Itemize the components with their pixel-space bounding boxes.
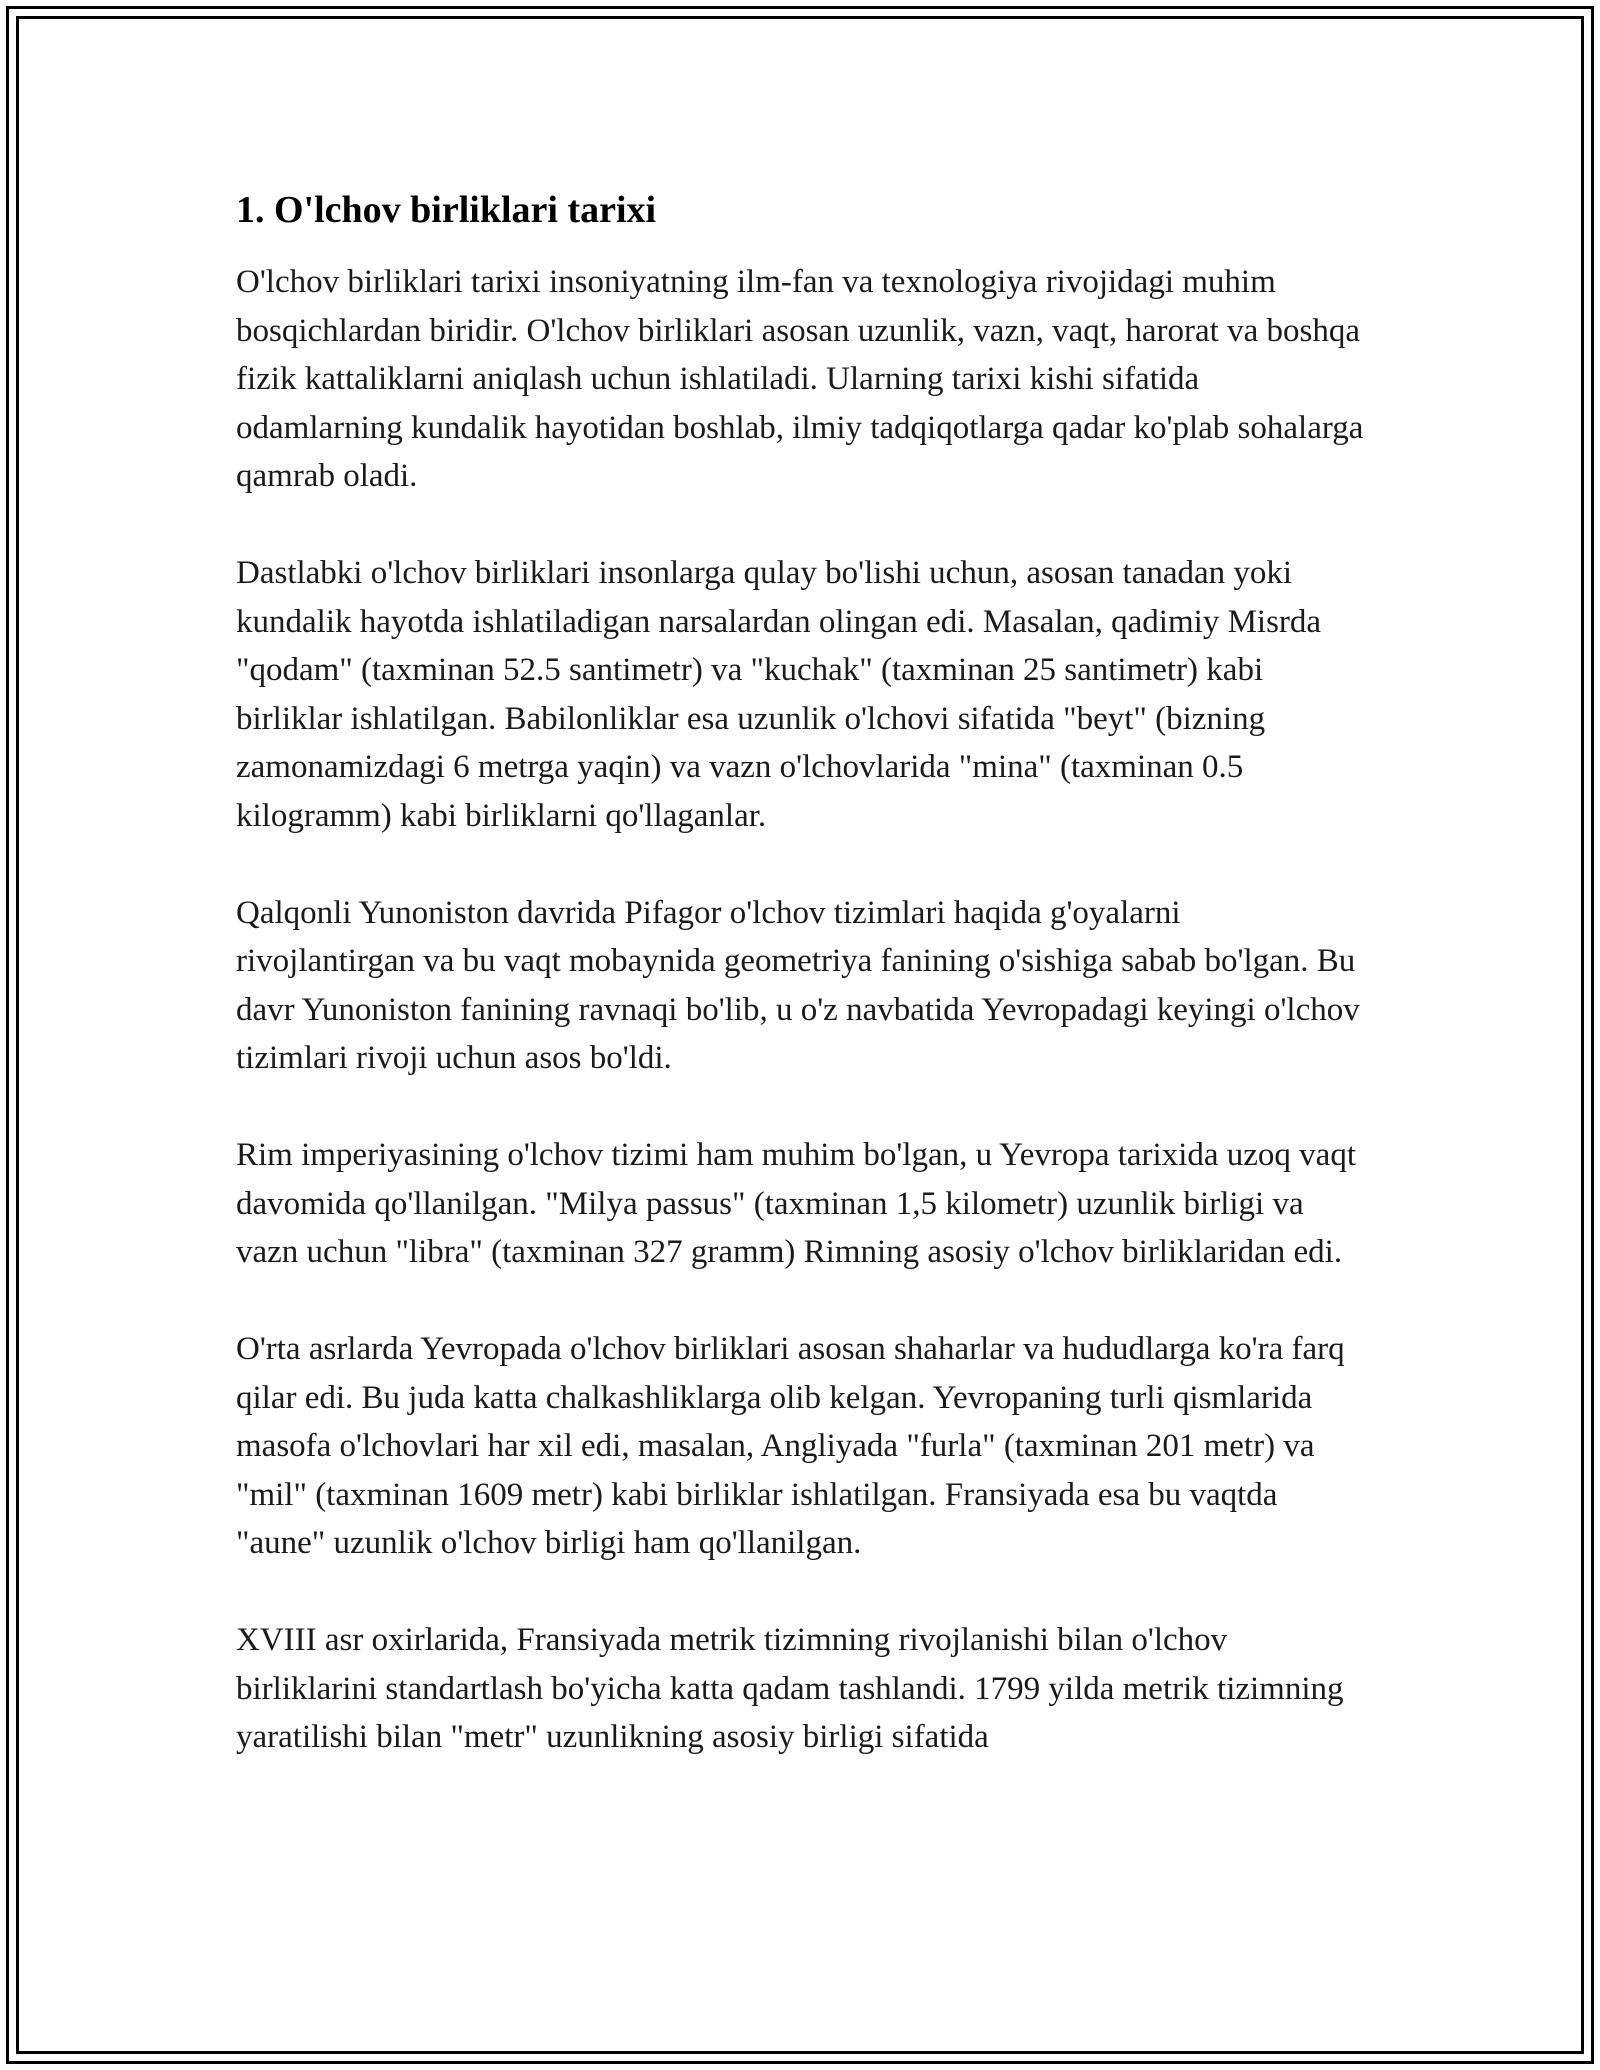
- paragraph-5: O'rta asrlarda Yevropada o'lchov birliklari asosan shaharlar va hududlarga ko'ra farq qilar edi. Bu juda katta chalkashliklarga olib kelgan. Yevropaning turli qismlarida masofa o'lchovlari har xil edi, masalan, Angliyada "furla" (taxminan 201 metr) va "mil" (taxminan 1609 metr) kabi birliklar ishlatilgan. Fransiyada esa bu vaqtda "aune" uzunlik o'lchov birligi ham qo'llanilgan.: [236, 1331, 1345, 1561]
- paragraph-2: Dastlabki o'lchov birliklari insonlarga qulay bo'lishi uchun, asosan tanadan yoki kundalik hayotda ishlatiladigan narsalardan olingan edi. Masalan, qadimiy Misrda "qodam" (taxminan 52.5 santimetr) va "kuchak" (taxminan 25 santimetr) kabi birliklar ishlatilgan. Babilonliklar esa uzunlik o'lchovi sifatida "beyt" (bizning zamonamizdagi 6 metrga yaqin) va vazn o'lchovlarida "mina" (taxminan 0.5 kilogramm) kabi birliklarni qo'llaganlar.: [236, 555, 1322, 834]
- paragraph-3: Qalqonli Yunoniston davrida Pifagor o'lchov tizimlari haqida g'oyalarni rivojlantirgan va bu vaqt mobaynida geometriya fanining o'sishiga sabab bo'lgan. Bu davr Yunoniston fanining ravnaqi bo'lib, u o'z navbatida Yevropadagi keyingi o'lchov tizimlari rivoji uchun asos bo'ldi.: [236, 894, 1360, 1076]
- page-title: 1. O'lchov birliklari tarixi: [236, 189, 657, 231]
- paragraph-6: XVIII asr oxirlarida, Fransiyada metrik tizimning rivojlanishi bilan o'lchov birliklarini standartlash bo'yicha katta qadam tashlandi. 1799 yilda metrik tizimning yaratilishi bilan "metr" uzunlikning asosiy birligi sifatida: [236, 1622, 1344, 1755]
- paragraph-1: O'lchov birliklari tarixi insoniyatning ilm-fan va texnologiya rivojidagi muhim bosqichlardan biridir. O'lchov birliklari asosan uzunlik, vazn, vaqt, harorat va boshqa fizik kattaliklarni aniqlash uchun ishlatiladi. Ularning tarixi kishi sifatida odamlarning kundalik hayotidan boshlab, ilmiy tadqiqotlarga qadar ko'plab sohalarga qamrab oladi.: [236, 264, 1364, 494]
- document-body: [236, 186, 1366, 1810]
- paragraph-4: Rim imperiyasining o'lchov tizimi ham muhim bo'lgan, u Yevropa tarixida uzoq vaqt davomida qo'llanilgan. "Milya passus" (taxminan 1,5 kilometr) uzunlik birligi va vazn uchun "libra" (taxminan 327 gramm) Rimning asosiy o'lchov birliklaridan edi.: [236, 1137, 1356, 1270]
